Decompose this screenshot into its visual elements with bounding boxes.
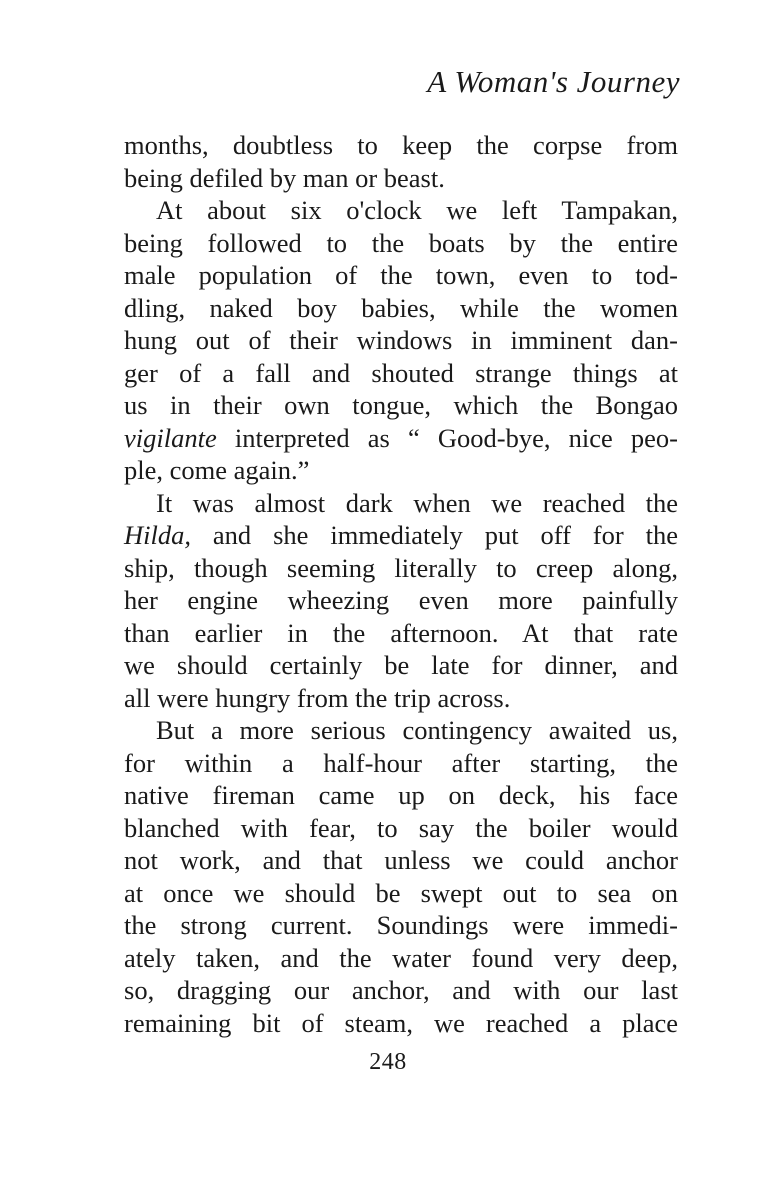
text-line xyxy=(124,422,678,455)
italic-word: Hilda, xyxy=(124,520,191,550)
text-line: for within a half-hour after starting, the xyxy=(124,747,678,778)
text-line: not work, and that unless we could anchor xyxy=(124,845,678,875)
text-line: It was almost dark when we reached the xyxy=(156,487,678,518)
text-line: ger of a fall and shouted strange things at xyxy=(124,357,678,388)
text-line: ship, though seeming literally to creep along, xyxy=(124,552,678,583)
text-line: ately taken, and the water found very deep, xyxy=(124,942,678,973)
page-number: 248 xyxy=(369,1049,407,1075)
text-line: being followed to the boats by the entire xyxy=(124,227,678,258)
body-text xyxy=(124,129,678,1039)
italic-word: vigilante xyxy=(124,422,217,453)
text-line: months, doubtless to keep the corpse from xyxy=(124,130,678,160)
text-line: her engine wheezing even more painfully xyxy=(124,585,678,615)
text-line: male population of the town, even to tod- xyxy=(124,260,678,290)
text-line: dling, naked boy babies, while the women xyxy=(124,292,678,323)
text-line: the strong current. Soundings were immedi- xyxy=(124,910,678,940)
text-line: At about six o'clock we left Tampakan, xyxy=(156,195,678,225)
text-line: But a more serious contingency awaited us, xyxy=(156,715,678,745)
text-line: hung out of their windows in imminent dan- xyxy=(124,325,678,355)
text-line: so, dragging our anchor, and with our last xyxy=(124,975,678,1005)
running-head: A Woman's Journey xyxy=(427,64,680,99)
text-line: we should certainly be late for dinner, and xyxy=(124,650,678,680)
text-run: interpreted as “ Good-bye, nice peo- xyxy=(216,422,678,453)
text-line: us in their own tongue, which the Bongao xyxy=(124,390,678,420)
text-line xyxy=(124,519,678,552)
text-run: and she immediately put off for the xyxy=(191,520,678,550)
text-line: ple, come again.” xyxy=(124,455,310,485)
text-line: blanched with fear, to say the boiler would xyxy=(124,812,678,843)
text-line: being defiled by man or beast. xyxy=(124,162,445,193)
text-line: at once we should be swept out to sea on xyxy=(124,877,678,908)
text-line: native fireman came up on deck, his face xyxy=(124,780,678,810)
text-line: all were hungry from the trip across. xyxy=(124,682,511,713)
text-line: than earlier in the afternoon. At that rate xyxy=(124,617,678,648)
text-line: remaining bit of steam, we reached a place xyxy=(124,1007,678,1038)
